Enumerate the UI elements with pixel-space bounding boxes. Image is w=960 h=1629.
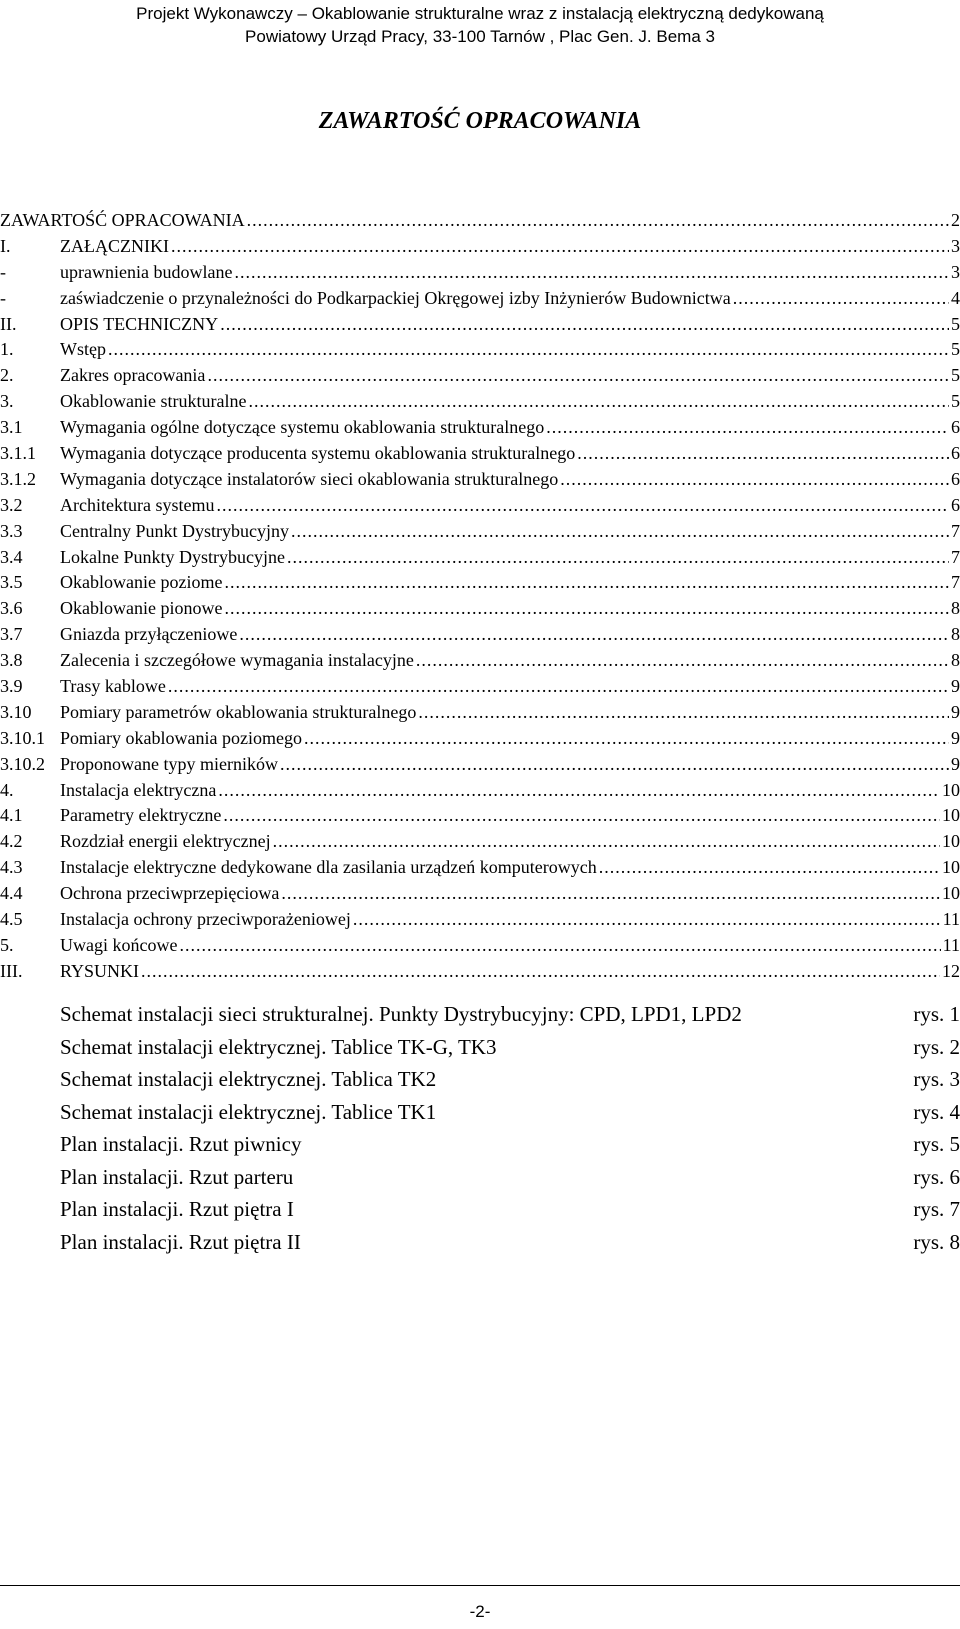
toc-entry-page: 3 xyxy=(951,261,960,282)
drawing-title: Schemat instalacji elektrycznej. Tablice TK1 xyxy=(60,1099,437,1124)
toc-entry-number: 4.4 xyxy=(0,883,23,904)
toc-entry[interactable] xyxy=(0,210,960,236)
toc-entry-number: 1. xyxy=(0,339,14,360)
toc-dot-leader xyxy=(560,469,949,490)
toc-entry-title: Rozdział energii elektrycznej xyxy=(60,831,271,852)
toc-entry-page: 5 xyxy=(951,313,960,334)
toc-entry-page: 11 xyxy=(942,909,960,930)
toc-entry[interactable] xyxy=(0,754,960,780)
toc-entry-title: Okablowanie strukturalne xyxy=(60,391,247,412)
drawing-entry xyxy=(60,1067,960,1100)
toc-dot-leader xyxy=(353,909,941,930)
toc-dot-leader xyxy=(207,365,949,386)
toc-entry-number: III. xyxy=(0,960,23,981)
toc-entry-number: 3.3 xyxy=(0,520,23,541)
toc-entry-number: 3.7 xyxy=(0,624,23,645)
toc-entry[interactable] xyxy=(0,909,960,935)
toc-entry[interactable] xyxy=(0,728,960,754)
page-number: -2- xyxy=(469,1602,491,1621)
toc-entry[interactable] xyxy=(0,702,960,728)
drawing-ref: rys. 1 xyxy=(913,1002,960,1026)
toc-entry[interactable] xyxy=(0,805,960,831)
toc-dot-leader xyxy=(291,521,949,542)
drawing-ref: rys. 2 xyxy=(913,1034,960,1059)
toc-dot-leader xyxy=(108,339,949,360)
toc-entry-title: zaświadczenie o przynależności do Podkarpackiej Okręgowej izby Inżynierów Budownictwa xyxy=(60,287,731,308)
toc-entry[interactable] xyxy=(0,883,960,909)
toc-entry-number: 3.6 xyxy=(0,598,23,619)
toc-dot-leader xyxy=(546,417,949,438)
toc-entry-page: 7 xyxy=(951,520,960,541)
toc-entry-title: OPIS TECHNICZNY xyxy=(60,313,219,334)
toc-entry-page: 2 xyxy=(951,210,960,230)
toc-entry-page: 9 xyxy=(951,753,960,774)
toc-dot-leader xyxy=(416,650,949,671)
toc-entry[interactable] xyxy=(0,469,960,495)
toc-dot-leader xyxy=(234,262,949,283)
toc-entry[interactable] xyxy=(0,572,960,598)
toc-entry-page: 8 xyxy=(951,650,960,671)
table-of-contents xyxy=(0,210,960,987)
toc-entry-page: 5 xyxy=(951,339,960,360)
toc-entry-title: ZAWARTOŚĆ OPRACOWANIA xyxy=(0,210,245,230)
drawing-title: Plan instalacji. Rzut piętra II xyxy=(60,1229,301,1254)
toc-entry-title: Instalacja elektryczna xyxy=(60,779,217,800)
toc-dot-leader xyxy=(171,236,949,257)
toc-entry-number: 3.8 xyxy=(0,650,23,671)
toc-entry[interactable] xyxy=(0,262,960,288)
toc-entry-page: 4 xyxy=(951,287,960,308)
drawing-entry xyxy=(60,1165,960,1198)
toc-entry-page: 6 xyxy=(951,443,960,464)
toc-entry-number: - xyxy=(0,287,6,308)
toc-entry-page: 3 xyxy=(951,235,960,256)
toc-entry-title: Zakres opracowania xyxy=(60,365,206,386)
drawing-entry xyxy=(60,1132,960,1165)
drawing-entry xyxy=(60,1100,960,1133)
toc-entry[interactable] xyxy=(0,624,960,650)
header-line-2: Powiatowy Urząd Pracy, 33-100 Tarnów , Plac Gen. J. Bema 3 xyxy=(245,27,715,46)
toc-entry-title: Uwagi końcowe xyxy=(60,934,178,955)
toc-entry-number: 3.4 xyxy=(0,546,23,567)
toc-dot-leader xyxy=(141,961,940,982)
toc-dot-leader xyxy=(248,391,949,412)
toc-entry-number: 3.1.1 xyxy=(0,443,36,464)
toc-entry-page: 6 xyxy=(951,494,960,515)
toc-entry[interactable] xyxy=(0,443,960,469)
toc-entry-number: 3.9 xyxy=(0,676,23,697)
toc-dot-leader xyxy=(280,754,949,775)
toc-entry[interactable] xyxy=(0,391,960,417)
toc-entry-page: 6 xyxy=(951,468,960,489)
drawing-entry xyxy=(60,1230,960,1263)
toc-dot-leader xyxy=(418,702,949,723)
drawing-entry xyxy=(60,1035,960,1068)
toc-entry-page: 8 xyxy=(951,624,960,645)
toc-entry[interactable] xyxy=(0,831,960,857)
toc-entry-number: 4.5 xyxy=(0,909,23,930)
toc-entry[interactable] xyxy=(0,961,960,987)
toc-entry[interactable] xyxy=(0,339,960,365)
toc-dot-leader xyxy=(733,288,949,309)
toc-entry-number: 4. xyxy=(0,779,14,800)
drawing-entry xyxy=(60,1002,960,1035)
toc-entry-title: Wymagania dotyczące instalatorów sieci okablowania strukturalnego xyxy=(60,468,559,489)
toc-entry-number: 3.10 xyxy=(0,701,32,722)
drawing-ref: rys. 3 xyxy=(913,1067,960,1091)
toc-entry[interactable] xyxy=(0,598,960,624)
toc-entry-number: 3.5 xyxy=(0,572,23,593)
toc-entry-page: 10 xyxy=(942,831,960,852)
toc-dot-leader xyxy=(247,210,949,231)
toc-dot-leader xyxy=(224,598,949,619)
toc-entry-title: Proponowane typy mierników xyxy=(60,753,278,774)
drawing-ref: rys. 6 xyxy=(913,1164,960,1189)
toc-entry[interactable] xyxy=(0,495,960,521)
toc-entry[interactable] xyxy=(0,288,960,314)
drawings-list xyxy=(60,1002,960,1262)
drawing-title: Schemat instalacji elektrycznej. Tablice TK-G, TK3 xyxy=(60,1034,497,1059)
toc-entry-number: 2. xyxy=(0,365,14,386)
toc-entry-title: Centralny Punkt Dystrybucyjny xyxy=(60,520,289,541)
toc-entry-page: 5 xyxy=(951,365,960,386)
page-header xyxy=(0,2,960,48)
toc-entry-title: Lokalne Punkty Dystrybucyjne xyxy=(60,546,285,567)
toc-entry-title: RYSUNKI xyxy=(60,960,140,981)
toc-entry-title: Parametry elektryczne xyxy=(60,805,222,826)
toc-entry-number: 3. xyxy=(0,391,14,412)
toc-entry[interactable] xyxy=(0,236,960,262)
toc-entry-number: 4.3 xyxy=(0,857,23,878)
toc-dot-leader xyxy=(273,831,940,852)
toc-entry[interactable] xyxy=(0,857,960,883)
toc-dot-leader xyxy=(304,728,949,749)
toc-dot-leader xyxy=(179,935,940,956)
drawing-title: Plan instalacji. Rzut parteru xyxy=(60,1164,294,1189)
toc-entry-number: 3.1 xyxy=(0,417,23,438)
toc-entry-title: Pomiary okablowania poziomego xyxy=(60,727,302,748)
toc-dot-leader xyxy=(224,572,949,593)
toc-entry-title: Wymagania ogólne dotyczące systemu okablowania strukturalnego xyxy=(60,417,545,438)
toc-entry-number: 3.10.2 xyxy=(0,753,45,774)
toc-entry[interactable] xyxy=(0,521,960,547)
toc-dot-leader xyxy=(220,314,949,335)
toc-entry-page: 10 xyxy=(942,805,960,826)
toc-entry-number: 3.10.1 xyxy=(0,727,45,748)
drawing-entry xyxy=(60,1197,960,1230)
toc-entry-title: Gniazda przyłączeniowe xyxy=(60,624,238,645)
toc-entry-title: Zalecenia i szczegółowe wymagania instalacyjne xyxy=(60,650,414,671)
toc-entry-number: 3.2 xyxy=(0,494,23,515)
document-title: ZAWARTOŚĆ OPRACOWANIA xyxy=(318,108,642,134)
drawing-ref: rys. 7 xyxy=(913,1197,960,1221)
drawing-ref: rys. 5 xyxy=(913,1132,960,1156)
toc-dot-leader xyxy=(216,495,949,516)
toc-entry-title: Wymagania dotyczące producenta systemu okablowania strukturalnego xyxy=(60,443,576,464)
toc-entry-title: uprawnienia budowlane xyxy=(60,261,233,282)
toc-entry-page: 8 xyxy=(951,598,960,619)
toc-entry-number: 3.1.2 xyxy=(0,468,36,489)
toc-entry-page: 9 xyxy=(951,727,960,748)
footer-divider xyxy=(0,1585,960,1586)
toc-entry-title: Okablowanie pionowe xyxy=(60,598,223,619)
toc-dot-leader xyxy=(218,780,940,801)
header-line-1: Projekt Wykonawczy – Okablowanie strukturalne wraz z instalacją elektryczną dedykowaną xyxy=(136,4,824,23)
toc-entry-title: Ochrona przeciwprzepięciowa xyxy=(60,883,280,904)
toc-entry-page: 9 xyxy=(951,676,960,697)
toc-entry-title: Trasy kablowe xyxy=(60,676,166,697)
toc-entry-title: Wstęp xyxy=(60,339,106,360)
toc-entry-page: 10 xyxy=(942,779,960,800)
drawing-title: Schemat instalacji elektrycznej. Tablica TK2 xyxy=(60,1067,437,1091)
toc-entry[interactable] xyxy=(0,365,960,391)
toc-entry-title: Architektura systemu xyxy=(60,494,215,515)
toc-entry[interactable] xyxy=(0,314,960,340)
toc-dot-leader xyxy=(577,443,949,464)
toc-entry[interactable] xyxy=(0,547,960,573)
toc-entry-title: Okablowanie poziome xyxy=(60,572,223,593)
toc-entry[interactable] xyxy=(0,417,960,443)
toc-entry-page: 9 xyxy=(951,701,960,722)
toc-entry-number: 5. xyxy=(0,934,14,955)
toc-entry-number: 4.2 xyxy=(0,831,23,852)
drawing-title: Schemat instalacji sieci strukturalnej. Punkty Dystrybucyjny: CPD, LPD1, LPD2 xyxy=(60,1002,742,1026)
toc-entry-page: 10 xyxy=(942,883,960,904)
toc-dot-leader xyxy=(599,857,940,878)
toc-entry-number: II. xyxy=(0,313,17,334)
toc-dot-leader xyxy=(239,624,949,645)
toc-dot-leader xyxy=(287,547,949,568)
toc-entry-page: 10 xyxy=(942,857,960,878)
toc-entry-page: 6 xyxy=(951,417,960,438)
toc-entry-title: Pomiary parametrów okablowania strukturalnego xyxy=(60,701,417,722)
toc-entry-page: 5 xyxy=(951,391,960,412)
drawing-ref: rys. 4 xyxy=(913,1099,960,1124)
toc-entry-page: 7 xyxy=(951,572,960,593)
drawing-title: Plan instalacji. Rzut piętra I xyxy=(60,1197,294,1221)
toc-entry-number: 4.1 xyxy=(0,805,23,826)
drawing-title: Plan instalacji. Rzut piwnicy xyxy=(60,1132,302,1156)
toc-entry-title: ZAŁĄCZNIKI xyxy=(60,235,169,256)
toc-dot-leader xyxy=(223,805,940,826)
toc-entry-page: 11 xyxy=(942,934,960,955)
toc-entry[interactable] xyxy=(0,650,960,676)
toc-dot-leader xyxy=(281,883,940,904)
toc-entry-page: 12 xyxy=(942,960,960,981)
toc-entry-title: Instalacja ochrony przeciwporażeniowej xyxy=(60,909,351,930)
toc-entry[interactable] xyxy=(0,676,960,702)
toc-entry-number: I. xyxy=(0,235,11,256)
drawing-ref: rys. 8 xyxy=(913,1229,960,1254)
toc-entry[interactable] xyxy=(0,935,960,961)
toc-entry-page: 7 xyxy=(951,546,960,567)
toc-dot-leader xyxy=(168,676,949,697)
toc-entry-title: Instalacje elektryczne dedykowane dla zasilania urządzeń komputerowych xyxy=(60,857,597,878)
toc-entry-number: - xyxy=(0,261,6,282)
toc-entry[interactable] xyxy=(0,780,960,806)
